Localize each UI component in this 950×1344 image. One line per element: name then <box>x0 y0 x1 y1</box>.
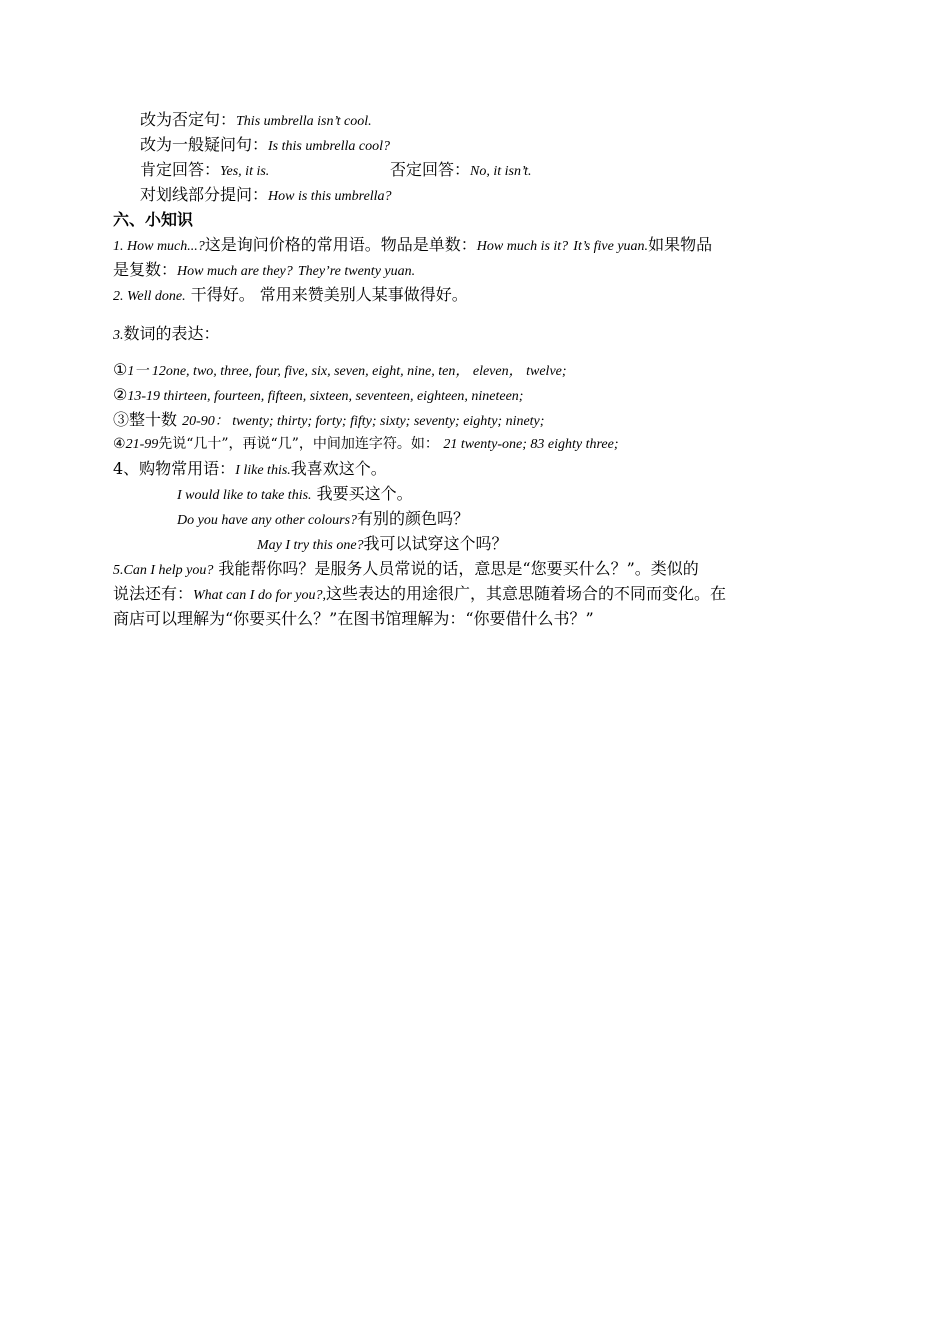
numbers-mark-4: ④ <box>113 436 126 452</box>
item1-en5: They’re twenty yuan. <box>297 264 416 279</box>
numbers-text-2: 13-19 thirteen, fourteen, fifteen, sixteen, seventeen, eighteen, nineteen; <box>127 389 524 404</box>
shopping-s4-zh: 我可以试穿这个吗？ <box>363 534 508 553</box>
underline-question-text: How is this umbrella? <box>268 189 392 204</box>
no-answer-line <box>390 158 531 184</box>
question-label: 改为一般疑问句： <box>140 135 269 154</box>
answers-line <box>140 158 269 184</box>
item5-en2: What can I do for you?, <box>193 588 326 603</box>
negative-sentence-line <box>140 108 372 134</box>
numbers-line-1 <box>113 358 567 384</box>
numbers-zh-3: 整十数 <box>129 410 178 429</box>
item5-zh4: 商店可以理解为“你要买什么？”在图书馆理解为：“你要借什么书？” <box>113 609 594 628</box>
item3-number: 3. <box>113 328 124 343</box>
item1-zh3: 是复数： <box>113 260 178 279</box>
numbers-range-4: 21-99 <box>125 437 159 452</box>
item5-zh2: 说法还有： <box>113 584 194 603</box>
numbers-mark-2: ② <box>113 385 128 404</box>
shopping-s1-en: I like this. <box>235 463 291 478</box>
item2-line <box>113 283 468 309</box>
underline-question-line <box>140 183 392 209</box>
item5-en1: 5.Can I help you? <box>113 563 214 578</box>
item2-zh: 干得好。 常用来赞美别人某事做得好。 <box>190 285 468 304</box>
numbers-mark-1: ① <box>113 360 128 379</box>
item5-line1 <box>113 557 699 583</box>
shopping-line-3 <box>177 507 469 533</box>
numbers-text-1: 1一 12one, two, three, four, five, six, seven, eight, nine, ten， eleven， twelve; <box>127 364 567 379</box>
shopping-line-1 <box>113 457 387 483</box>
numbers-line-3 <box>113 408 544 434</box>
item2-en: 2. Well done. <box>113 289 186 304</box>
question-sentence-line <box>140 133 390 159</box>
shopping-s3-zh: 有别的颜色吗？ <box>357 509 470 528</box>
no-answer-text: No, it isn’t. <box>470 164 532 179</box>
item3-heading-zh: 数词的表达： <box>123 324 220 343</box>
shopping-s3-en: Do you have any other colours? <box>177 513 358 528</box>
item1-zh1: 这是询问价格的常用语。物品是单数： <box>204 235 477 254</box>
numbers-mark-3: ③ <box>113 410 130 429</box>
item5-zh1: 我能帮你吗？是服务人员常说的话，意思是“您要买什么？”。类似的 <box>213 559 699 578</box>
negative-label: 改为否定句： <box>140 110 237 129</box>
question-text: Is this umbrella cool? <box>268 139 390 154</box>
shopping-s2-en: I would like to take this. <box>177 488 312 503</box>
item5-line2 <box>113 582 726 608</box>
item1-en1: 1. How much...? <box>113 239 205 254</box>
shopping-s4-en: May I try this one? <box>257 538 364 553</box>
item5-zh3: 这些表达的用途很广，其意思随着场合的不同而变化。在 <box>326 584 727 603</box>
shopping-line-2 <box>177 482 413 508</box>
shopping-label: 4、购物常用语： <box>113 459 236 478</box>
yes-answer-text: Yes, it is. <box>220 164 270 179</box>
item1-en4: How much are they? <box>177 264 293 279</box>
numbers-text-3: 20-90： twenty; thirty; forty; fifty; sixty; seventy; eighty; ninety; <box>182 414 545 429</box>
shopping-line-4 <box>257 532 508 558</box>
numbers-text-4: 21 twenty-one; 83 eighty three; <box>443 437 619 452</box>
item1-line2 <box>113 258 415 284</box>
numbers-line-2 <box>113 383 523 409</box>
underline-question-label: 对划线部分提问： <box>140 185 269 204</box>
numbers-zh-4: 先说“几十”，再说“几”，中间加连字符。如： <box>158 436 439 452</box>
item5-line3 <box>113 607 594 631</box>
item1-zh2: 如果物品 <box>648 235 713 254</box>
shopping-s2-zh: 我要买这个。 <box>316 484 413 503</box>
item1-en2: How much is it? <box>476 239 569 254</box>
item3-heading <box>113 322 220 348</box>
item1-line1 <box>113 233 712 259</box>
shopping-s1-zh: 我喜欢这个。 <box>290 459 387 478</box>
negative-text: This umbrella isn’t cool. <box>236 114 372 129</box>
no-answer-label: 否定回答： <box>390 160 471 179</box>
item1-en3: It’s five yuan. <box>573 239 649 254</box>
yes-answer-label: 肯定回答： <box>140 160 221 179</box>
section-heading: 六、小知识 <box>113 210 194 229</box>
numbers-line-4 <box>113 432 619 457</box>
